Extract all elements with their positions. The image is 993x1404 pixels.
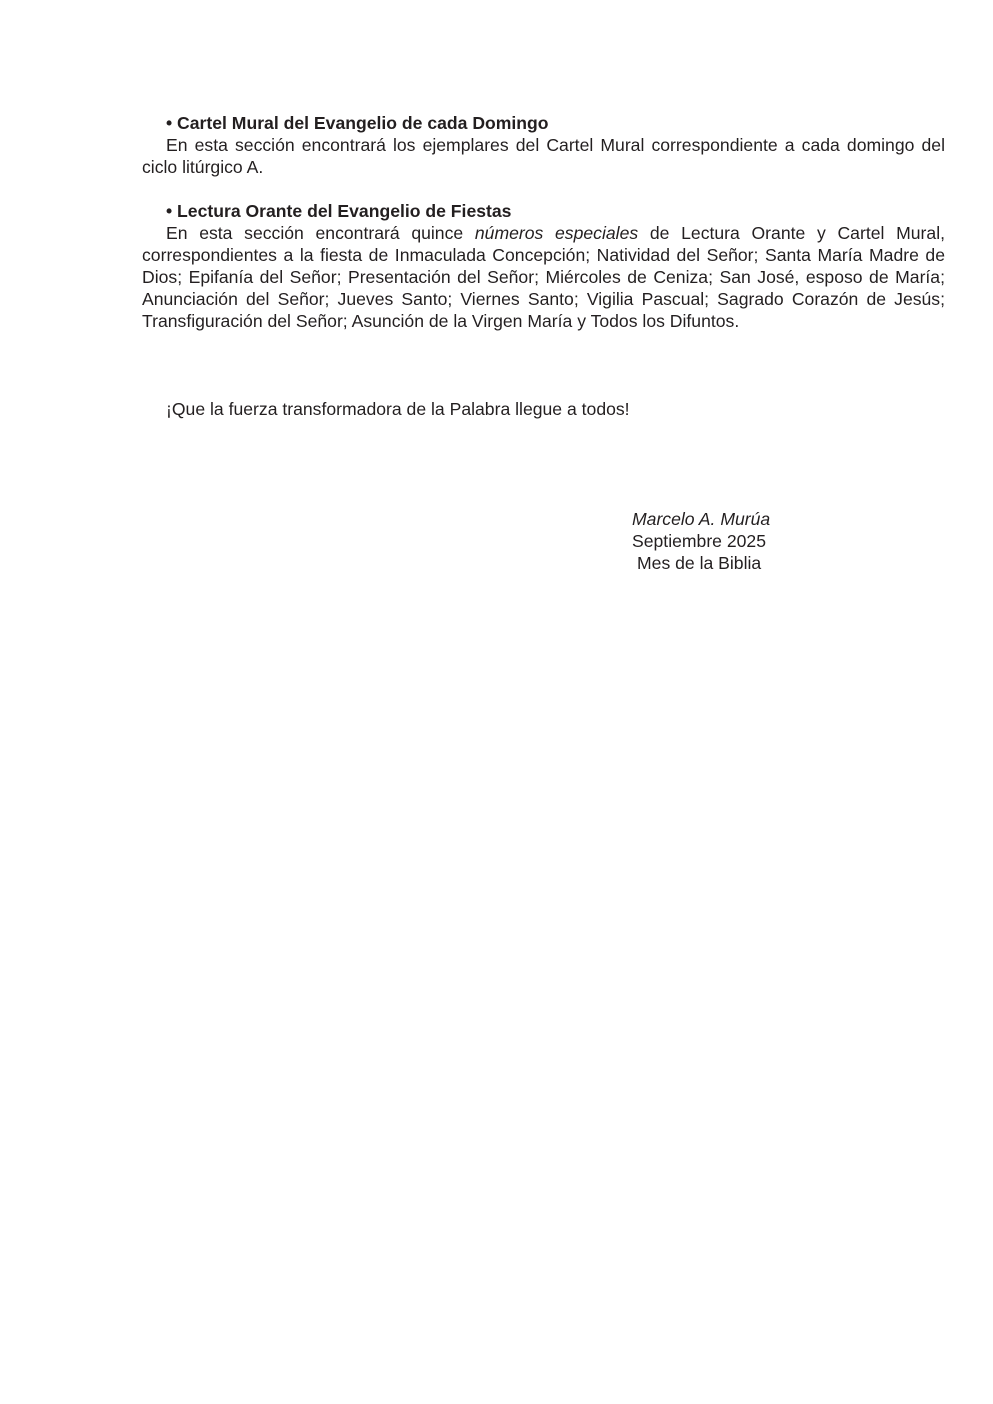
section-body: En esta sección encontrará los ejemplares del Cartel Mural correspondiente a cada domingo del ciclo litúrgico A. [142,135,945,177]
body-text-start: En esta sección encontrará quince [166,223,475,243]
section-lectura-orante [142,200,945,332]
body-emphasis: números especiales [474,223,639,243]
signature-name: Marcelo A. Murúa [632,509,771,529]
section-heading: • Cartel Mural del Evangelio de cada Domingo [166,113,549,133]
signature-date: Septiembre 2025 [632,531,766,551]
signature-block [632,508,832,574]
signature-event: Mes de la Biblia [637,553,762,573]
section-cartel-mural [142,112,945,178]
section-heading: • Lectura Orante del Evangelio de Fiestas [166,201,512,221]
section-body [142,222,945,332]
body-text-end: de Lectura Orante y Cartel Mural, correspondientes a la fiesta de Inmaculada Concepción; Natividad del Señor; Santa María Madre de Dios; Epifanía del Señor; Presentación del Señor; Miércoles de Ceniza; San José, esposo de María; Anunciación del Señor; Jueves Santo; Viernes Santo; Vigilia Pascual; Sagrado Corazón de Jesús; Transfiguración del Señor; Asunción de la Virgen María y Todos los Difuntos. [142,223,945,331]
closing-line: ¡Que la fuerza transformadora de la Palabra llegue a todos! [166,399,630,419]
